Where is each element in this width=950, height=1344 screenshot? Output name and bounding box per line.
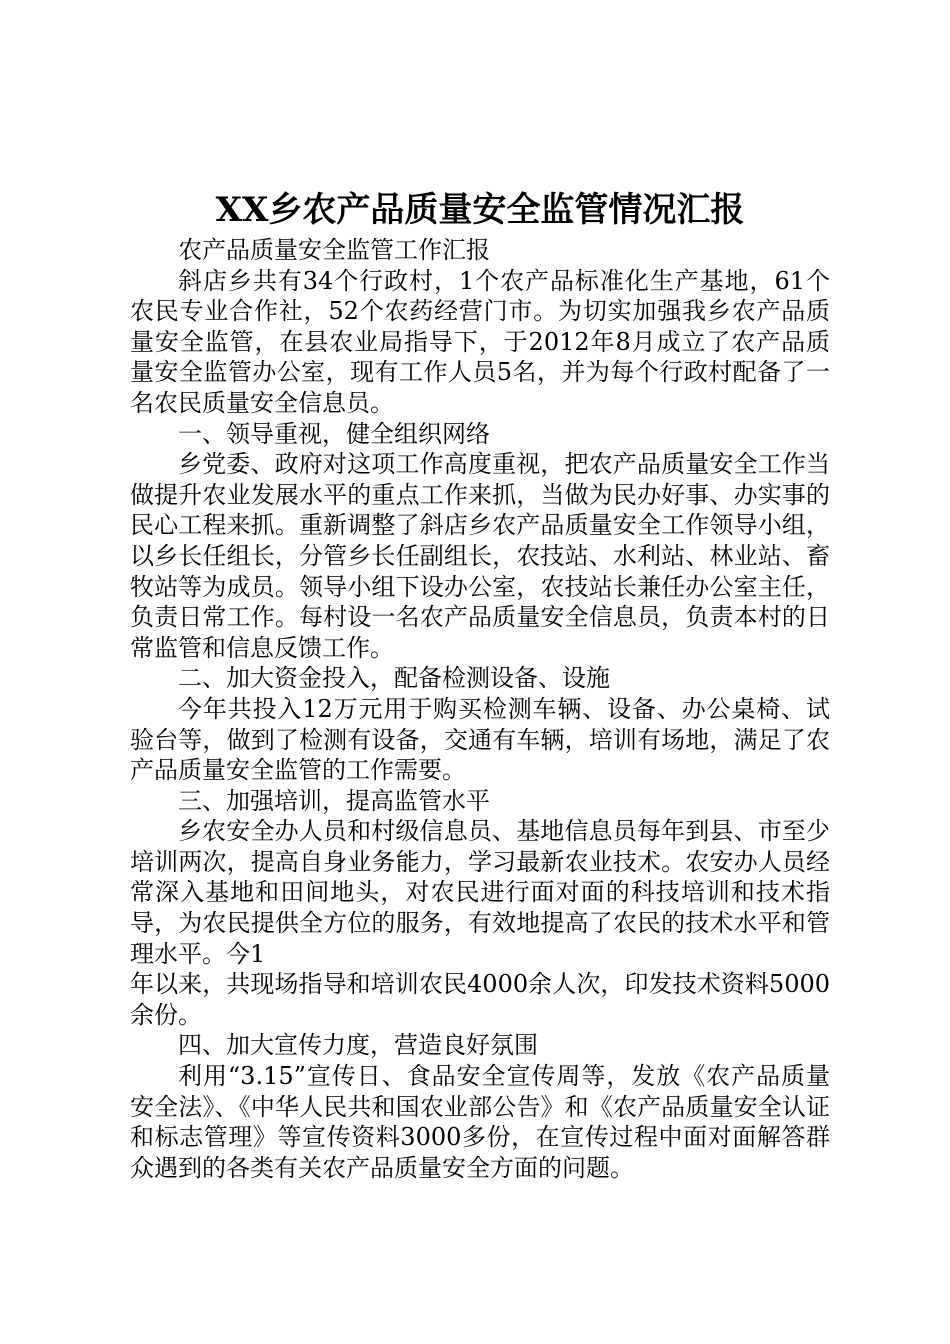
body-paragraph: 今年共投入12万元用于购买检测车辆、设备、办公桌椅、试验台等，做到了检测有设备，交通有车辆，培训有场地，满足了农产品质量安全监管的工作需要。 [130,694,830,785]
document-body [130,235,830,1183]
section-heading: 一、领导重视，健全组织网络 [178,419,490,448]
body-paragraph: 乡党委、政府对这项工作高度重视，把农产品质量安全工作当做提升农业发展水平的重点工作来抓，当做为民办好事、办实事的民心工程来抓。重新调整了斜店乡农产品质量安全工作领导小组，以乡长任组长，分管乡长任副组长，农技站、水利站、林业站、畜牧站等为成员。领导小组下设办公室，农技站长兼任办公室主任，负责日常工作。每村设一名农产品质量安全信息员，负责本村的日常监管和信息反馈工作。 [130,450,830,662]
section-heading: 四、加大宣传力度，营造良好氛围 [178,1031,538,1060]
body-paragraph: 斜店乡共有34个行政村，1个农产品标准化生产基地，61个农民专业合作社，52个农药经营门市。为切实加强我乡农产品质量安全监管，在县农业局指导下，于2012年8月成立了农产品质量安全监管办公室，现有工作人员5名，并为每个行政村配备了一名农民质量安全信息员。 [130,266,830,417]
section-heading: 二、加大资金投入，配备检测设备、设施 [178,664,610,693]
body-paragraph-continuation: 年以来，共现场指导和培训农民4000余人次，印发技术资料5000余份。 [130,970,830,1029]
body-paragraph: 乡农安全办人员和村级信息员、基地信息员每年到县、市至少培训两次，提高自身业务能力，学习最新农业技术。农安办人员经常深入基地和田间地头，对农民进行面对面的科技培训和技术指导，为农民提供全方位的服务，有效地提高了农民的技术水平和管理水平。今1 [130,817,830,968]
subtitle-paragraph: 农产品质量安全监管工作汇报 [178,236,490,264]
body-paragraph: 利用“3.15”宣传日、食品安全宣传周等，发放《农产品质量安全法》、《中华人民共和国农业部公告》和《农产品质量安全认证和标志管理》等宣传资料3000多份，在宣传过程中面对面解答群众遇到的各类有关农产品质量安全方面的问题。 [130,1062,830,1182]
document-title: XX乡农产品质量安全监管情况汇报 [215,190,745,230]
section-heading: 三、加强培训，提高监管水平 [178,786,490,815]
